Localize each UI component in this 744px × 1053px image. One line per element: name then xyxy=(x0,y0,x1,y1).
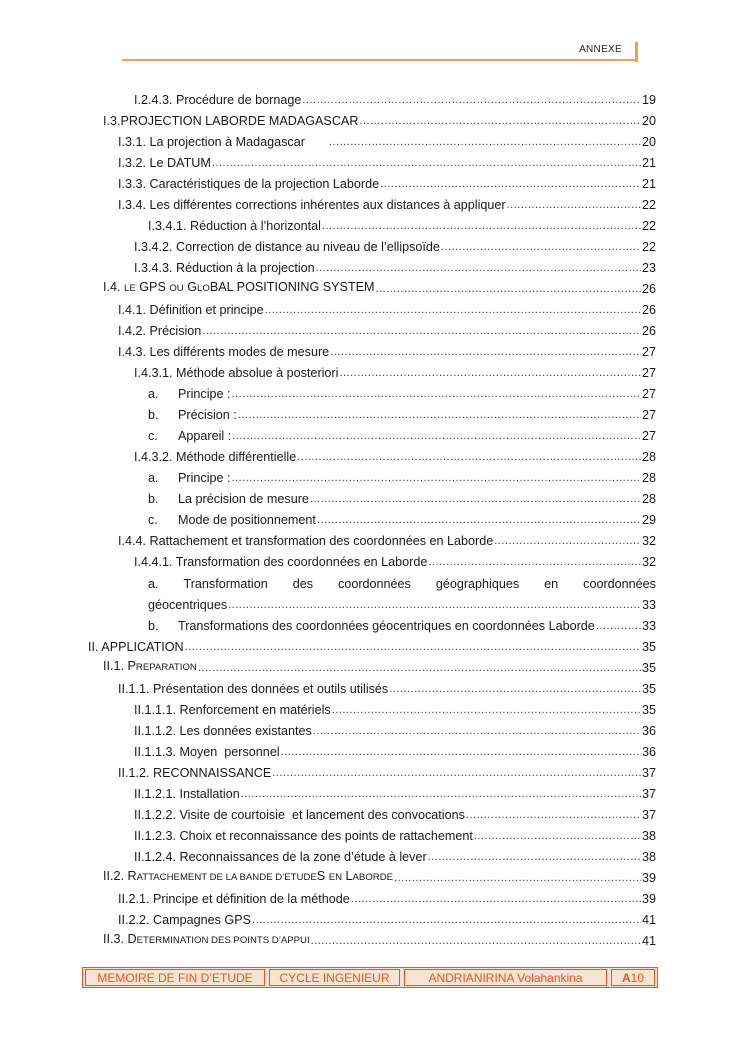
toc-dot-leader xyxy=(339,365,641,381)
toc-entry-title: II.1.2.2. Visite de courtoisie et lancement des convocations xyxy=(134,808,465,822)
toc-dot-leader xyxy=(441,239,641,255)
toc-sub-label: b. xyxy=(148,619,159,633)
toc-dot-leader xyxy=(351,891,641,907)
toc-page-number: 20 xyxy=(641,135,656,149)
toc-page-number: 22 xyxy=(641,219,656,233)
toc-page-number: 27 xyxy=(641,366,656,380)
toc-entry[interactable] xyxy=(148,382,656,402)
toc-page-number: 39 xyxy=(641,892,656,906)
toc-page-number: 26 xyxy=(641,303,656,317)
toc-entry[interactable] xyxy=(118,193,656,213)
toc-dot-leader xyxy=(238,407,641,423)
toc-entry[interactable] xyxy=(103,277,656,297)
toc-dot-leader xyxy=(302,92,641,108)
toc-entry-title: I.3.4.1. Réduction à l’horizontal xyxy=(148,219,321,233)
page-footer xyxy=(82,967,658,988)
toc-entry-title: I.3.4.2. Correction de distance au niveau de l’ellipsoïde xyxy=(134,240,440,254)
toc-entry-title: a. Principe : xyxy=(148,387,231,401)
toc-page-number: 32 xyxy=(641,534,656,548)
toc-entry[interactable] xyxy=(103,109,656,129)
toc-page-number: 21 xyxy=(641,177,656,191)
toc-entry[interactable] xyxy=(118,529,656,549)
toc-entry[interactable] xyxy=(134,445,656,465)
toc-page-number: 20 xyxy=(641,114,656,128)
toc-dot-leader xyxy=(474,828,641,844)
toc-dot-leader xyxy=(185,639,641,655)
toc-entry[interactable] xyxy=(148,593,656,613)
toc-dot-leader xyxy=(241,786,641,802)
toc-entry-justified[interactable] xyxy=(148,572,656,592)
toc-page-number: 27 xyxy=(641,345,656,359)
toc-entry[interactable] xyxy=(148,214,656,234)
toc-dot-leader xyxy=(202,323,641,339)
toc-page-number: 28 xyxy=(641,471,656,485)
toc-dot-leader xyxy=(428,849,641,865)
toc-entry[interactable] xyxy=(134,845,656,865)
toc-entry[interactable] xyxy=(134,740,656,760)
toc-entry-title: b. La précision de mesure xyxy=(148,492,309,506)
toc-page-number: 27 xyxy=(641,387,656,401)
toc-page-number: 37 xyxy=(641,766,656,780)
toc-page-number: 35 xyxy=(641,682,656,696)
toc-word: coordonnées xyxy=(338,577,411,591)
toc-page-number: 33 xyxy=(641,598,656,612)
toc-dot-leader xyxy=(232,386,641,402)
toc-page-number: 23 xyxy=(641,261,656,275)
toc-page-number: 41 xyxy=(641,934,656,948)
toc-word: coordonnées xyxy=(583,577,656,591)
toc-page-number: 39 xyxy=(641,871,656,885)
toc-entry-title: I.4.4. Rattachement et transformation des coordonnées en Laborde xyxy=(118,534,494,548)
toc-entry[interactable] xyxy=(134,361,656,381)
toc-sub-label: b. xyxy=(148,408,159,422)
toc-entry-title: II.1.1.1. Renforcement en matériels xyxy=(134,703,331,717)
toc-dot-leader xyxy=(313,723,641,739)
toc-sub-label: a. xyxy=(148,387,159,401)
toc-entry-title: I.4.3.1. Méthode absolue à posteriori xyxy=(134,366,339,380)
toc-entry-title: II.3. DETERMINATION DES POINTS D’APPUI xyxy=(103,932,310,946)
toc-page-number: 38 xyxy=(641,850,656,864)
toc-entry[interactable] xyxy=(134,235,656,255)
toc-dot-leader xyxy=(376,281,641,297)
toc-entry-title: I.2.4.3. Procédure de bornage xyxy=(134,93,302,107)
toc-entry-title: b. Transformations des coordonnées géocentriques en coordonnées Laborde xyxy=(148,619,595,633)
toc-sub-label: b. xyxy=(148,492,159,506)
toc-word: des xyxy=(292,577,314,591)
toc-entry[interactable] xyxy=(134,824,656,844)
toc-dot-leader xyxy=(494,533,641,549)
toc-page-number: 35 xyxy=(641,703,656,717)
toc-sub-label: c. xyxy=(148,429,158,443)
footer-author: ANDRIANIRINA Volahankina xyxy=(404,969,607,986)
toc-page-number: 35 xyxy=(641,640,656,654)
toc-dot-leader xyxy=(317,512,641,528)
toc-entry[interactable] xyxy=(118,319,656,339)
toc-entry[interactable] xyxy=(103,929,656,949)
toc-dot-leader xyxy=(507,197,641,213)
toc-entry-title: a. Principe : xyxy=(148,471,231,485)
toc-entry-title: I.4.1. Définition et principe xyxy=(118,303,264,317)
toc-dot-leader xyxy=(228,597,641,613)
toc-word: a. xyxy=(148,577,159,591)
toc-entry-title: II.1.2.4. Reconnaissances de la zone d’étude à lever xyxy=(134,850,427,864)
toc-page-number: 38 xyxy=(641,829,656,843)
toc-dot-leader xyxy=(310,491,641,507)
toc-dot-leader xyxy=(272,765,641,781)
toc-entry[interactable] xyxy=(118,172,656,192)
toc-dot-leader xyxy=(198,660,641,676)
toc-entry-title: I.3.2. Le DATUM xyxy=(118,156,211,170)
toc-page-number: 26 xyxy=(641,324,656,338)
toc-dot-leader xyxy=(232,428,641,444)
toc-entry-title: I.4.3. Les différents modes de mesure xyxy=(118,345,330,359)
toc-page-number: 36 xyxy=(641,724,656,738)
toc-sub-label: c. xyxy=(148,513,158,527)
toc-entry[interactable] xyxy=(148,487,656,507)
toc-page-number: 37 xyxy=(641,808,656,822)
header-rule xyxy=(122,59,638,61)
toc-entry[interactable] xyxy=(118,761,656,781)
toc-word: géographiques xyxy=(435,577,520,591)
toc-page-number: 41 xyxy=(641,913,656,927)
toc-entry-title: II.1.1. Présentation des données et outils utilisés xyxy=(118,682,389,696)
toc-entry[interactable] xyxy=(118,677,656,697)
toc-dot-leader xyxy=(329,134,641,150)
toc-entry-title: I.4. LE GPS OU GLOBAL POSITIONING SYSTEM xyxy=(103,280,375,294)
toc-dot-leader xyxy=(466,807,641,823)
toc-entry-title: géocentriques xyxy=(148,598,228,612)
toc-entry[interactable] xyxy=(134,256,656,276)
toc-entry[interactable] xyxy=(134,719,656,739)
toc-page-number: 32 xyxy=(641,555,656,569)
toc-entry[interactable] xyxy=(134,803,656,823)
toc-word: en xyxy=(544,577,559,591)
toc-entry[interactable] xyxy=(118,887,656,907)
toc-entry-title: I.4.2. Précision xyxy=(118,324,202,338)
toc-entry[interactable] xyxy=(148,403,656,423)
toc-entry-title: I.4.3.2. Méthode différentielle xyxy=(134,450,297,464)
toc-page-number: 35 xyxy=(641,661,656,675)
toc-dot-leader xyxy=(359,113,641,129)
toc-entry[interactable] xyxy=(118,298,656,318)
toc-dot-leader xyxy=(252,912,641,928)
toc-dot-leader xyxy=(389,681,641,697)
toc-entry-title: II. APPLICATION xyxy=(88,640,184,654)
toc-page-number: 27 xyxy=(641,429,656,443)
toc-entry-title: II.2.1. Principe et définition de la méthode xyxy=(118,892,350,906)
toc-entry[interactable] xyxy=(88,635,656,655)
footer-memoire: MEMOIRE DE FIN D’ETUDE xyxy=(85,969,265,986)
toc-entry-title: c. Appareil : xyxy=(148,429,232,443)
toc-page-number: 27 xyxy=(641,408,656,422)
toc-page-number: 22 xyxy=(641,198,656,212)
toc-entry-title: II.1.1.3. Moyen personnel xyxy=(134,745,280,759)
toc-entry[interactable] xyxy=(118,130,656,150)
toc-entry-title: II.2.2. Campagnes GPS xyxy=(118,913,252,927)
toc-page-number: 19 xyxy=(641,93,656,107)
toc-dot-leader xyxy=(316,260,641,276)
toc-entry-title: II.2. RATTACHEMENT DE LA BANDE D’ETUDES EN LABORDE xyxy=(103,869,394,883)
toc-entry-title: I.3.4. Les différentes corrections inhérentes aux distances à appliquer xyxy=(118,198,506,212)
toc-entry-title: II.1.1.2. Les données existantes xyxy=(134,724,312,738)
toc-entry-title: I.3.4.3. Réduction à la projection xyxy=(134,261,315,275)
toc-entry[interactable] xyxy=(134,550,656,570)
toc-page-number: 33 xyxy=(641,619,656,633)
toc-dot-leader xyxy=(394,870,641,886)
toc-entry-title: I.3.1. La projection à Madagascar xyxy=(118,135,305,149)
toc-page-number: 36 xyxy=(641,745,656,759)
toc-entry-title: I.3.PROJECTION LABORDE MADAGASCAR xyxy=(103,114,359,128)
toc-entry[interactable] xyxy=(103,656,656,676)
footer-cycle: CYCLE INGENIEUR xyxy=(269,969,400,986)
toc-entry-title: I.3.3. Caractéristiques de la projection Laborde xyxy=(118,177,380,191)
toc-dot-leader xyxy=(297,449,641,465)
toc-entry[interactable] xyxy=(148,614,656,634)
toc-page-number: 28 xyxy=(641,492,656,506)
toc-dot-leader xyxy=(232,470,641,486)
toc-entry[interactable] xyxy=(134,698,656,718)
toc-entry[interactable] xyxy=(134,782,656,802)
toc-entry[interactable] xyxy=(148,466,656,486)
toc-dot-leader xyxy=(212,155,641,171)
toc-entry-title: I.4.4.1. Transformation des coordonnées en Laborde xyxy=(134,555,428,569)
toc-dot-leader xyxy=(380,176,641,192)
toc-word: Transformation xyxy=(183,577,268,591)
toc-dot-leader xyxy=(428,554,641,570)
toc-dot-leader xyxy=(332,702,641,718)
toc-entry-title: b. Précision : xyxy=(148,408,237,422)
toc-entry[interactable] xyxy=(103,866,656,886)
toc-entry[interactable] xyxy=(118,908,656,928)
toc-entry[interactable] xyxy=(134,88,656,108)
toc-entry[interactable] xyxy=(118,340,656,360)
toc-dot-leader xyxy=(322,218,641,234)
toc-entry-title: II.1.2. RECONNAISSANCE xyxy=(118,766,272,780)
toc-page-number: 37 xyxy=(641,787,656,801)
toc-dot-leader xyxy=(596,618,641,634)
header-annexe-label: ANNEXE xyxy=(579,44,622,55)
toc-dot-leader xyxy=(311,933,641,949)
footer-page-number: A 10 xyxy=(611,969,655,986)
toc-dot-leader xyxy=(281,744,641,760)
toc-page-number: 28 xyxy=(641,450,656,464)
toc-entry[interactable] xyxy=(118,151,656,171)
toc-entry-title: II.1.2.1. Installation xyxy=(134,787,240,801)
toc-dot-leader xyxy=(265,302,641,318)
toc-entry-title: II.1. PREPARATION xyxy=(103,659,197,673)
toc-entry-title: II.1.2.3. Choix et reconnaissance des points de rattachement xyxy=(134,829,473,843)
toc-page-number: 26 xyxy=(641,282,656,296)
toc-entry[interactable] xyxy=(148,424,656,444)
toc-entry-title: c. Mode de positionnement xyxy=(148,513,316,527)
toc-page-number: 22 xyxy=(641,240,656,254)
toc-page-number: 29 xyxy=(641,513,656,527)
toc-dot-leader xyxy=(330,344,641,360)
toc-entry[interactable] xyxy=(148,508,656,528)
toc-sub-label: a. xyxy=(148,471,159,485)
toc-page-number: 21 xyxy=(641,156,656,170)
